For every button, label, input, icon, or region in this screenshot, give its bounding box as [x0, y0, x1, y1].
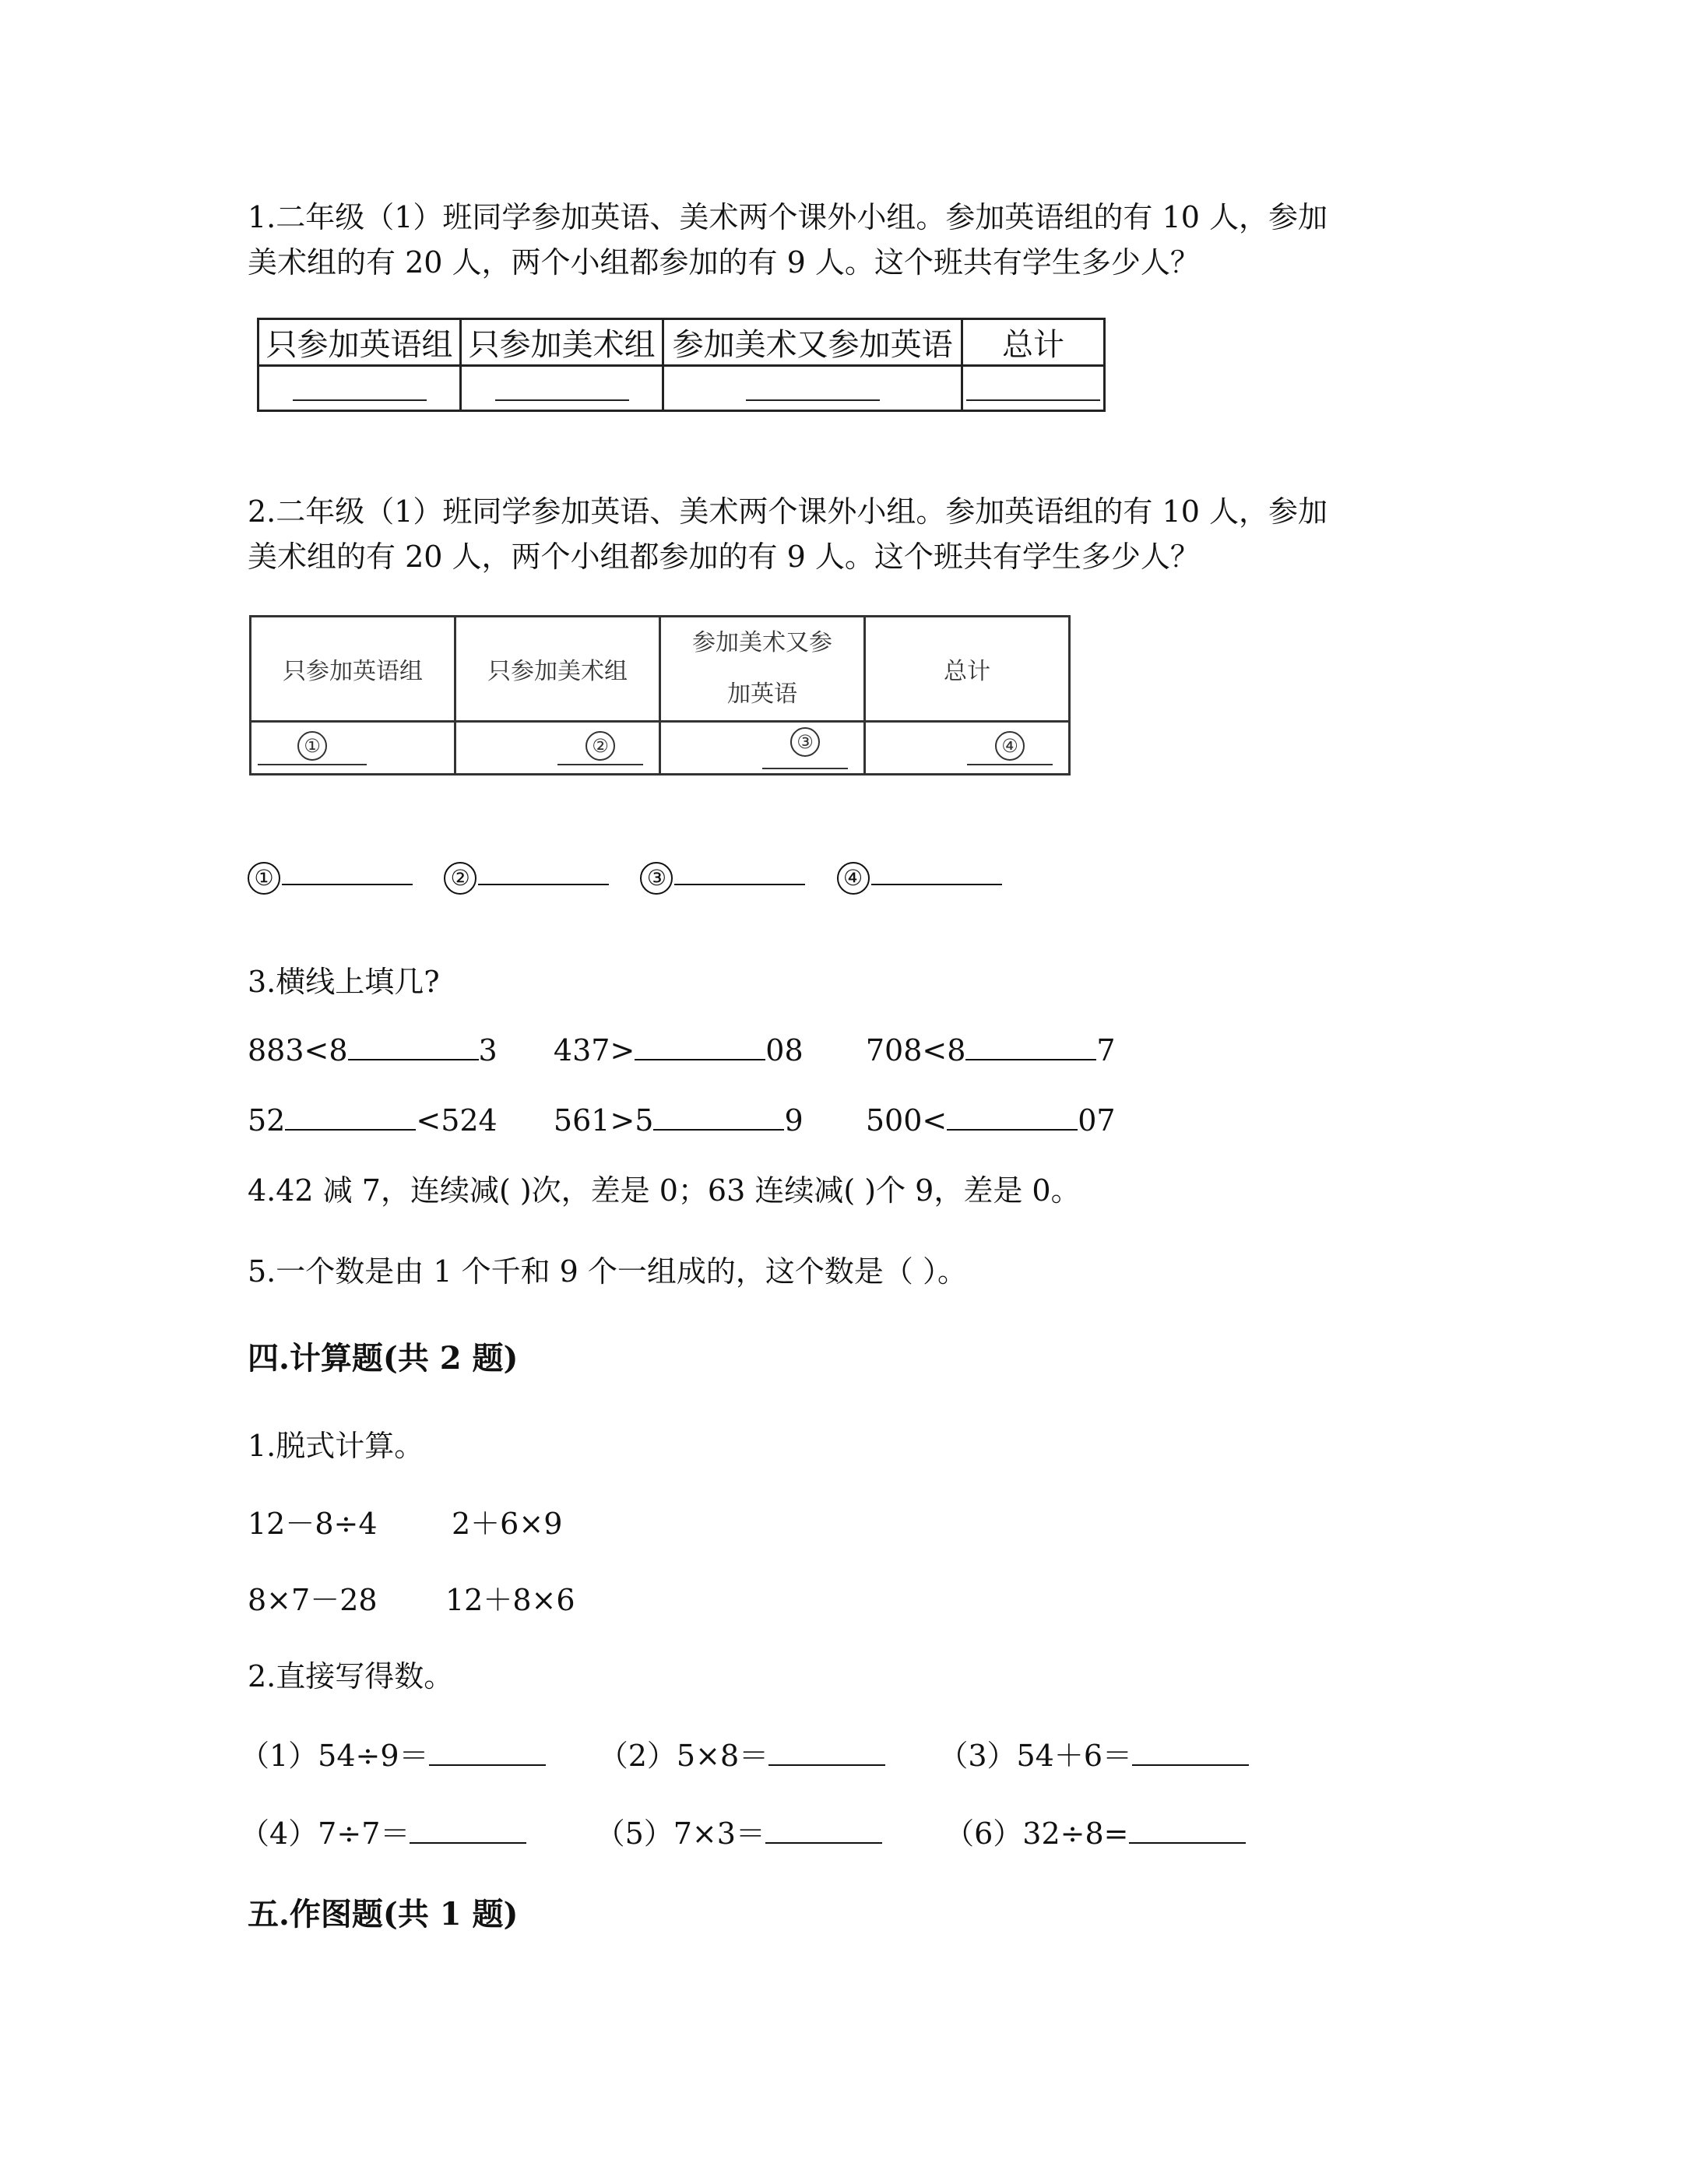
q2-answer-cell-1[interactable]	[251, 722, 455, 775]
direct-3: （3）54＋6＝	[938, 1739, 1133, 1773]
q1-header-english-only: 只参加英语组	[258, 319, 461, 366]
section4-p1-title: 1.脱式计算。	[248, 1429, 424, 1463]
q1-header-both: 参加美术又参加英语	[663, 319, 962, 366]
q3-r1-c-pre: 708<8	[865, 1033, 966, 1067]
q3-r1-c-blank[interactable]	[965, 1032, 1096, 1060]
answer-blank-4[interactable]	[871, 857, 1002, 885]
answer-marker-1: ①	[248, 862, 280, 895]
q1-line1: 1.二年级（1）班同学参加英语、美术两个课外小组。参加英语组的有 10 人，参加	[248, 200, 1328, 234]
section4-heading: 四.计算题(共 2 题)	[248, 1340, 519, 1377]
q2-header-total: 总计	[865, 617, 1070, 722]
q3-r2-c-post: 07	[1078, 1103, 1116, 1138]
q3-title: 3.横线上填几?	[248, 965, 440, 999]
q3-r1-b-pre: 437>	[553, 1033, 635, 1067]
q2-header-art-only: 只参加美术组	[455, 617, 660, 722]
q2-answer-line	[248, 850, 1002, 900]
direct-1-blank[interactable]	[429, 1738, 546, 1766]
q3-r2-a-blank[interactable]	[285, 1103, 416, 1131]
direct-6-blank[interactable]	[1129, 1816, 1246, 1844]
q3-r2-c-blank[interactable]	[947, 1103, 1078, 1131]
q2-line2: 美术组的有 20 人，两个小组都参加的有 9 人。这个班共有学生多少人？	[248, 540, 1200, 574]
direct-4-blank[interactable]	[410, 1816, 526, 1844]
q3-r2-c-pre: 500<	[865, 1103, 948, 1138]
q3-r1-c-post: 7	[1096, 1033, 1116, 1067]
q2-header-english-only: 只参加英语组	[251, 617, 455, 722]
marker-4: ④	[995, 731, 1025, 761]
q2-answer-cell-2[interactable]	[455, 722, 660, 775]
q3-r2-b-post: 9	[784, 1103, 804, 1138]
direct-2-blank[interactable]	[768, 1738, 885, 1766]
q3-row2	[248, 1098, 1116, 1143]
q4-text: 4.42 减 7，连续减( )次，差是 0；63 连续减( )个 9，差是 0。	[248, 1173, 1081, 1208]
q2-table	[249, 615, 1071, 775]
q1-line2: 美术组的有 20 人，两个小组都参加的有 9 人。这个班共有学生多少人？	[248, 245, 1200, 280]
direct-5: （5）7×3＝	[595, 1816, 765, 1851]
section4-p1-row2	[248, 1577, 575, 1623]
marker-2: ②	[586, 731, 615, 761]
answer-marker-2: ②	[444, 862, 477, 895]
q2-line1: 2.二年级（1）班同学参加英语、美术两个课外小组。参加英语组的有 10 人，参加	[248, 494, 1328, 529]
q3-r2-b-pre: 561>5	[553, 1103, 654, 1138]
calc-4: 12＋8×6	[445, 1583, 575, 1617]
marker-1: ①	[297, 731, 327, 761]
q3-r1-a-blank[interactable]	[348, 1032, 479, 1060]
q3-r2-a-post: <524	[416, 1103, 498, 1138]
section5-heading: 五.作图题(共 1 题)	[248, 1896, 519, 1933]
q1-answer-english-only[interactable]	[258, 366, 461, 411]
q2-answer-cell-4[interactable]	[865, 722, 1070, 775]
direct-4: （4）7÷7＝	[240, 1816, 410, 1851]
q1-answer-art-only[interactable]	[461, 366, 663, 411]
section4-p2-title: 2.直接写得数。	[248, 1659, 454, 1693]
q3-r2-a-pre: 52	[248, 1103, 286, 1138]
answer-marker-4: ④	[837, 862, 870, 895]
q2-header-both-line1: 参加美术又参	[692, 629, 832, 656]
calc-1: 12－8÷4	[248, 1507, 378, 1541]
q3-r1-a-post: 3	[478, 1033, 498, 1067]
direct-6: （6）32÷8=	[944, 1816, 1129, 1851]
answer-blank-1[interactable]	[282, 857, 413, 885]
q3-r1-a-pre: 883<8	[248, 1033, 348, 1067]
q1-header-total: 总计	[962, 319, 1105, 366]
q3-r2-b-blank[interactable]	[653, 1103, 784, 1131]
q1-header-art-only: 只参加美术组	[461, 319, 663, 366]
direct-3-blank[interactable]	[1132, 1738, 1249, 1766]
direct-2: （2）5×8＝	[598, 1739, 769, 1773]
q2-header-both	[660, 617, 865, 722]
calc-3: 8×7－28	[248, 1583, 378, 1617]
answer-blank-2[interactable]	[478, 857, 609, 885]
section4-p2-row1	[240, 1733, 1249, 1778]
direct-1: （1）54÷9＝	[240, 1739, 429, 1773]
section4-p1-row1	[248, 1501, 562, 1546]
q3-r1-b-post: 08	[765, 1033, 804, 1067]
q2-header-both-line2: 加英语	[727, 681, 797, 708]
answer-blank-3[interactable]	[674, 857, 805, 885]
q1-answer-total[interactable]	[962, 366, 1105, 411]
q3-row1	[248, 1028, 1116, 1073]
q1-answer-both[interactable]	[663, 366, 962, 411]
marker-3: ③	[790, 727, 820, 757]
q5-text: 5.一个数是由 1 个千和 9 个一组成的，这个数是（ ）。	[248, 1254, 968, 1289]
answer-marker-3: ③	[640, 862, 673, 895]
q3-r1-b-blank[interactable]	[635, 1032, 765, 1060]
q1-table	[257, 318, 1106, 412]
calc-2: 2＋6×9	[452, 1507, 563, 1541]
q2-answer-cell-3[interactable]	[660, 722, 865, 775]
direct-5-blank[interactable]	[765, 1816, 882, 1844]
section4-p2-row2	[240, 1811, 1246, 1856]
